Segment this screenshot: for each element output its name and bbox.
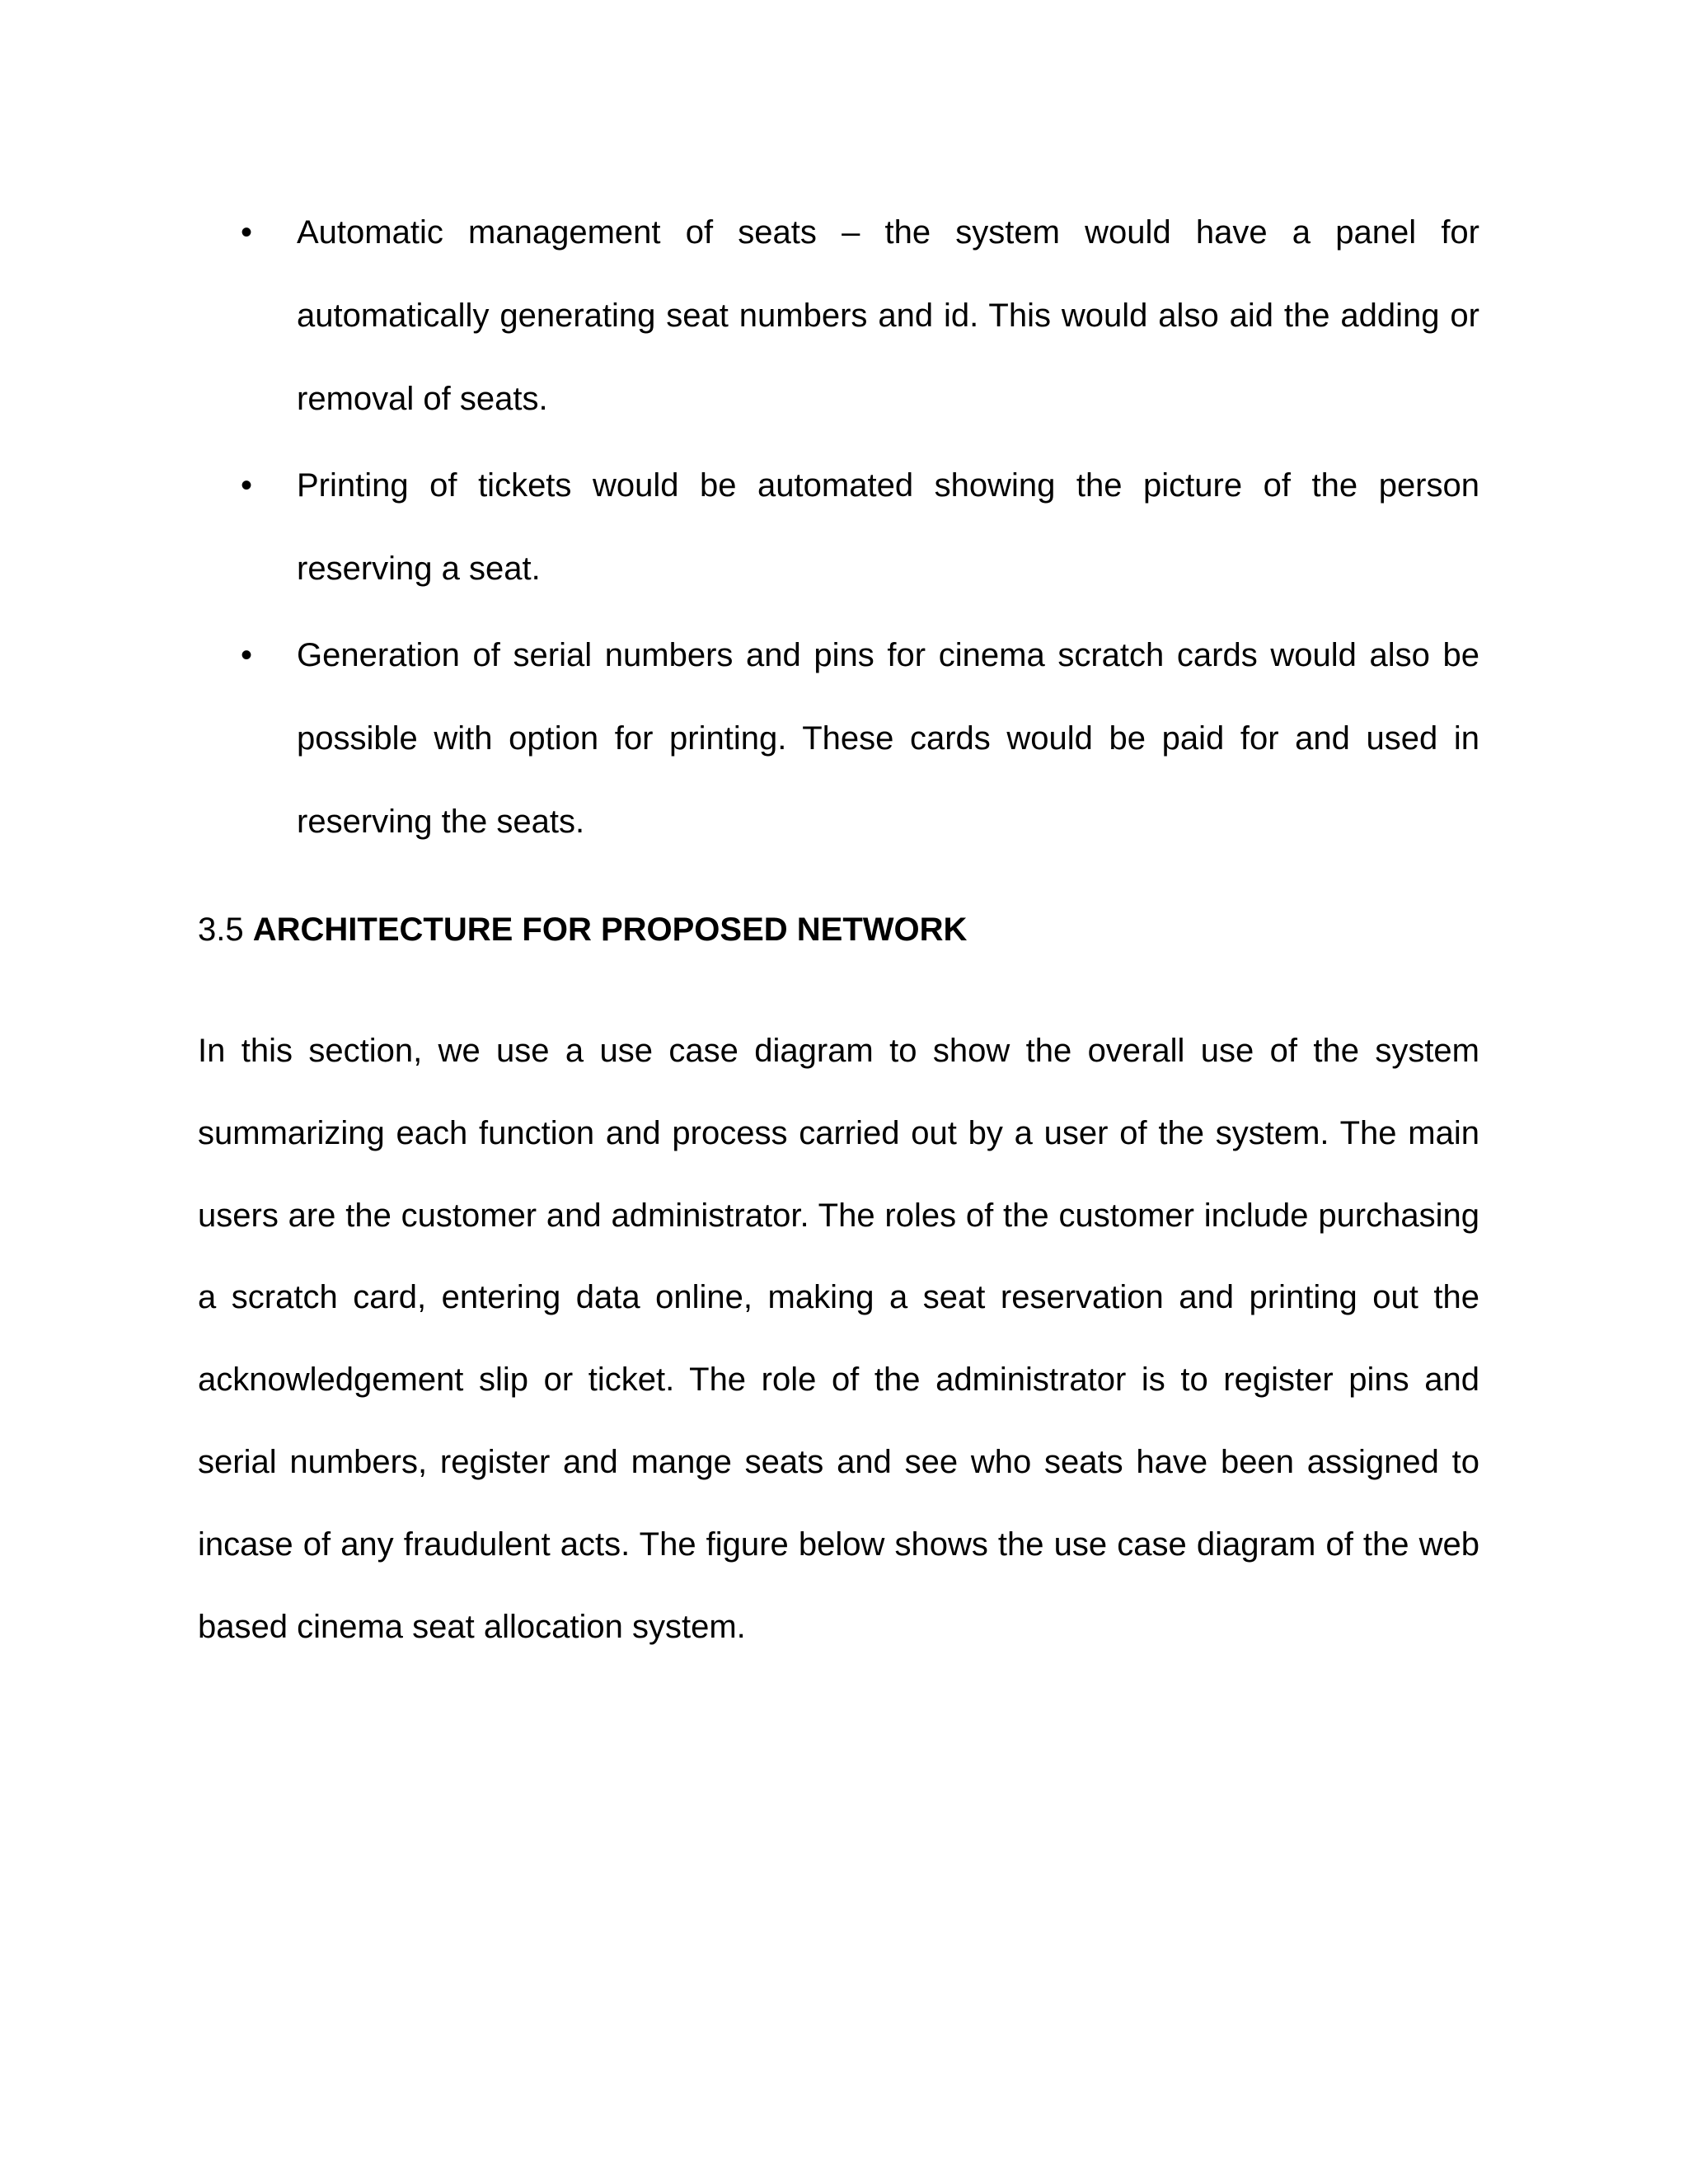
bullet-icon: •: [241, 214, 253, 251]
bullet-text: Automatic management of seats – the system would have a panel for automatically generating seat numbers and id. This would also aid the adding or removal of seats.: [297, 214, 1479, 417]
bullet-icon: •: [241, 467, 253, 504]
body-paragraph: In this section, we use a use case diagram to show the overall use of the system summarizing each function and process carried out by a user of the system. The main users are the customer and administrator. The roles of the customer include purchasing a scratch card, entering data online, making a seat reservation and printing out the acknowledgement slip or ticket. The role of the administrator is to register pins and serial numbers, register and mange seats and see who seats have been assigned to incase of any fraudulent acts. The figure below shows the use case diagram of the web based cinema seat allocation system.: [198, 1033, 1479, 1645]
bullet-item-seat-management: [198, 191, 1479, 441]
section-number: 3.5: [198, 912, 244, 948]
feature-bullet-list: [198, 191, 1479, 867]
section-heading: [198, 902, 967, 958]
bullet-icon: •: [241, 637, 253, 673]
bullet-item-ticket-printing: [198, 444, 1479, 611]
section-title: ARCHITECTURE FOR PROPOSED NETWORK: [252, 912, 968, 948]
bullet-text: Generation of serial numbers and pins for cinema scratch cards would also be possible with option for printing. These cards would be paid for and used in reserving the seats.: [297, 637, 1479, 840]
bullet-text: Printing of tickets would be automated showing the picture of the person reserving a seat.: [297, 467, 1479, 587]
bullet-item-scratch-cards: [198, 614, 1479, 864]
